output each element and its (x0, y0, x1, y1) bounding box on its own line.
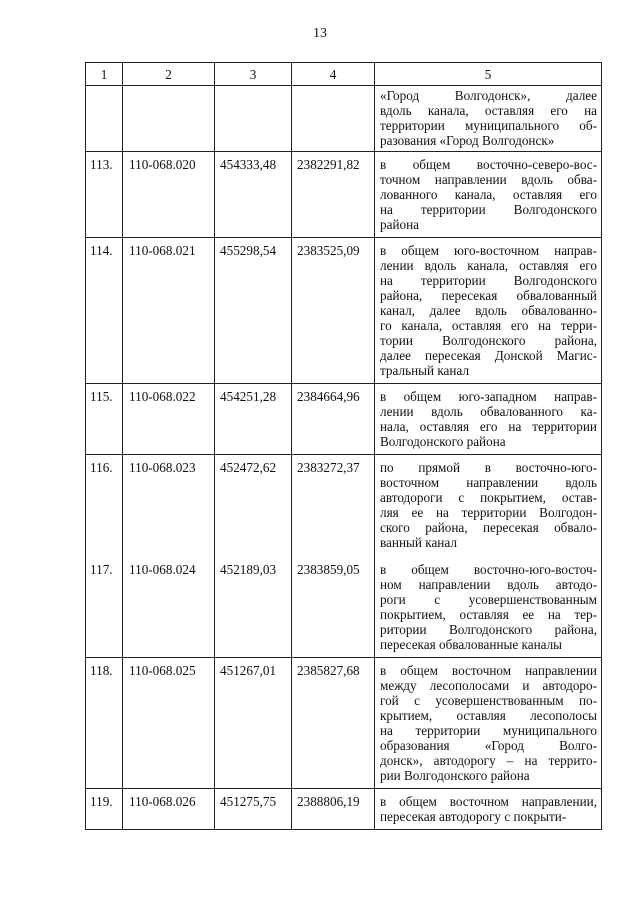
boundary-description (375, 789, 602, 830)
table-row (86, 238, 602, 384)
boundary-description (375, 238, 602, 384)
point-code: 110-068.022 (123, 384, 215, 455)
description-line: канал, далее вдоль обвалованно- (380, 303, 597, 318)
description-line: на территории Волгодонского (380, 202, 597, 217)
header-col-5: 5 (375, 63, 602, 86)
point-code: 110-068.023 (123, 455, 215, 561)
description-line: в общем юго-западном направ- (380, 389, 597, 404)
description-line: Волгодонского района (380, 434, 506, 449)
table-row (86, 86, 602, 152)
coord-x: 452189,03 (215, 560, 292, 658)
description-line: разования «Город Волгодонск» (380, 133, 555, 148)
row-number (86, 86, 123, 152)
description-line: на территории муниципального (380, 723, 597, 738)
row-number: 113. (86, 152, 123, 238)
row-number: 118. (86, 658, 123, 789)
description-line: ритории Волгодонского района, (380, 622, 597, 637)
table-row (86, 789, 602, 830)
row-number: 115. (86, 384, 123, 455)
boundary-description (375, 384, 602, 455)
description-line: территории муниципального об- (380, 118, 597, 133)
coord-y: 2383525,09 (292, 238, 375, 384)
coord-x: 452472,62 (215, 455, 292, 561)
coord-x (215, 86, 292, 152)
table-row (86, 560, 602, 658)
coord-y (292, 86, 375, 152)
description-line: между лесополосами и автодоро- (380, 678, 597, 693)
description-line: образования «Город Волго- (380, 738, 597, 753)
description-line: восточном направлении вдоль (380, 475, 597, 490)
description-line: го канала, оставляя его на терри- (380, 318, 597, 333)
description-line: в общем юго-восточном направ- (380, 243, 597, 258)
description-line: нала, оставляя его на территории (380, 419, 597, 434)
description-line: в общем восточном направлении, (380, 794, 597, 809)
description-line: на территории Волгодонского (380, 273, 597, 288)
description-line: крытием, оставляя лесополосы (380, 708, 597, 723)
description-line: в общем восточном направлении (380, 663, 597, 678)
coord-x: 455298,54 (215, 238, 292, 384)
coord-y: 2384664,96 (292, 384, 375, 455)
boundary-description (375, 152, 602, 238)
table-row (86, 384, 602, 455)
description-line: тральный канал (380, 363, 470, 378)
description-line: гой с усовершенствованным по- (380, 693, 597, 708)
row-number: 117. (86, 560, 123, 658)
description-line: в общем восточно-юго-восточ- (380, 562, 597, 577)
boundary-description (375, 86, 602, 152)
boundary-description (375, 658, 602, 789)
description-line: вдоль канала, оставляя его на (380, 103, 597, 118)
description-line: по прямой в восточно-юго- (380, 460, 597, 475)
description-line: ном направлении вдоль автодо- (380, 577, 597, 592)
description-line: лении вдоль обвалованного ка- (380, 404, 597, 419)
coord-x: 451267,01 (215, 658, 292, 789)
coord-x: 451275,75 (215, 789, 292, 830)
row-number: 116. (86, 455, 123, 561)
description-line: района (380, 217, 420, 232)
table-row (86, 455, 602, 561)
description-line: покрытием, оставляя ее на тер- (380, 607, 597, 622)
description-line: лении вдоль канала, оставляя его (380, 258, 597, 273)
point-code: 110-068.024 (123, 560, 215, 658)
description-line: пересекая обвалованные каналы (380, 637, 563, 652)
coord-y: 2382291,82 (292, 152, 375, 238)
row-number: 119. (86, 789, 123, 830)
point-code: 110-068.020 (123, 152, 215, 238)
description-line: пересекая автодорогу с покрыти- (380, 809, 567, 824)
header-col-1: 1 (86, 63, 123, 86)
coordinates-table (85, 62, 602, 830)
header-col-2: 2 (123, 63, 215, 86)
description-line: «Город Волгодонск», далее (380, 88, 597, 103)
point-code (123, 86, 215, 152)
header-col-3: 3 (215, 63, 292, 86)
description-line: далее пересекая Донской Магис- (380, 348, 597, 363)
description-line: донск», автодорогу – на террито- (380, 753, 597, 768)
coord-y: 2385827,68 (292, 658, 375, 789)
page-number: 13 (313, 26, 327, 41)
point-code: 110-068.021 (123, 238, 215, 384)
coord-y: 2388806,19 (292, 789, 375, 830)
coord-x: 454333,48 (215, 152, 292, 238)
row-number: 114. (86, 238, 123, 384)
table-row (86, 658, 602, 789)
description-line: ванный канал (380, 535, 457, 550)
description-line: ляя ее на территории Волгодон- (380, 505, 597, 520)
description-line: тории Волгодонского района, (380, 333, 597, 348)
point-code: 110-068.026 (123, 789, 215, 830)
description-line: роги с усовершенствованным (380, 592, 597, 607)
coord-x: 454251,28 (215, 384, 292, 455)
coord-y: 2383859,05 (292, 560, 375, 658)
description-line: ского района, пересекая обвало- (380, 520, 597, 535)
header-row (86, 63, 602, 86)
point-code: 110-068.025 (123, 658, 215, 789)
table-row (86, 152, 602, 238)
table-body (86, 86, 602, 830)
description-line: автодороги с покрытием, остав- (380, 490, 597, 505)
coord-y: 2383272,37 (292, 455, 375, 561)
boundary-description (375, 560, 602, 658)
description-line: в общем восточно-северо-вос- (380, 157, 597, 172)
description-line: лованного канала, оставляя его (380, 187, 597, 202)
description-line: рии Волгодонского района (380, 768, 530, 783)
description-line: района, пересекая обвалованный (380, 288, 597, 303)
description-line: точном направлении вдоль обва- (380, 172, 597, 187)
header-col-4: 4 (292, 63, 375, 86)
boundary-description (375, 455, 602, 561)
